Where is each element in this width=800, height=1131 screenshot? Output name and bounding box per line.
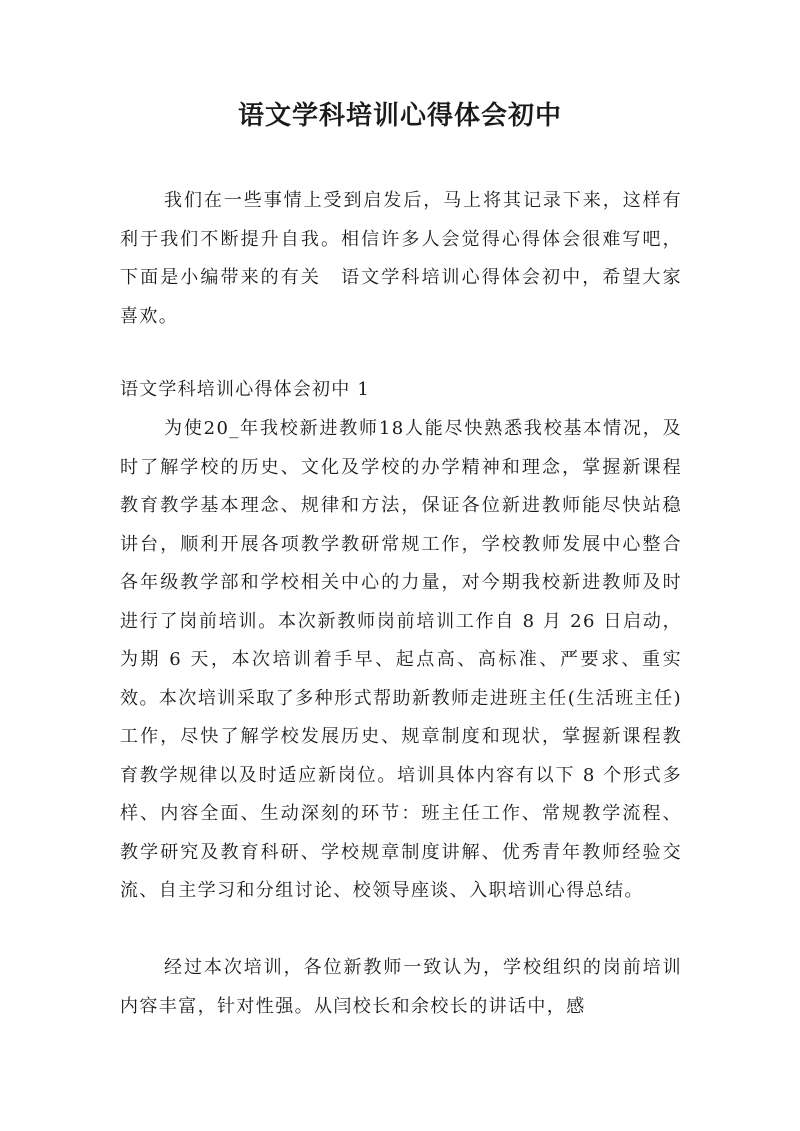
body-paragraph-2: 经过本次培训，各位新教师一致认为，学校组织的岗前培训内容丰富，针对性强。从闫校长和余校长的讲话中，感 <box>120 957 682 1017</box>
document-title: 语文学科培训心得体会初中 <box>237 101 562 131</box>
intro-paragraph: 我们在一些事情上受到启发后，马上将其记录下来，这样有利于我们不断提升自我。相信许多人会觉得心得体会很难写吧，下面是小编带来的有关 语文学科培训心得体会初中，希望大家喜欢。 <box>120 190 682 327</box>
section-heading: 语文学科培训心得体会初中 1 <box>120 379 370 400</box>
body-paragraph-1: 为使20_年我校新进教师18人能尽快熟悉我校基本情况，及时了解学校的历史、文化及学校的办学精神和理念，掌握新课程教育教学基本理念、规律和方法，保证各位新进教师能尽快站稳讲台，顺利开展各项教学教研常规工作，学校教师发展中心整合各年级教学部和学校相关中心的力量，对今期我校新进教师及时进行了岗前培训。本次新教师岗前培训工作自 8 月 26 日启动，为期 6 天，本次培训着手早、起点高、高标准、严要求、重实效。本次培训采取了多种形式帮助新教师走进班主任(生活班主任)工作，尽快了解学校发展历史、规章制度和现状，掌握新课程教育教学规律以及时适应新岗位。培训具体内容有以下 8 个形式多样、内容全面、生动深刻的环节：班主任工作、常规教学流程、教学研究及教育科研、学校规章制度讲解、优秀青年教师经验交流、自主学习和分组讨论、校领导座谈、入职培训心得总结。 <box>120 418 682 901</box>
